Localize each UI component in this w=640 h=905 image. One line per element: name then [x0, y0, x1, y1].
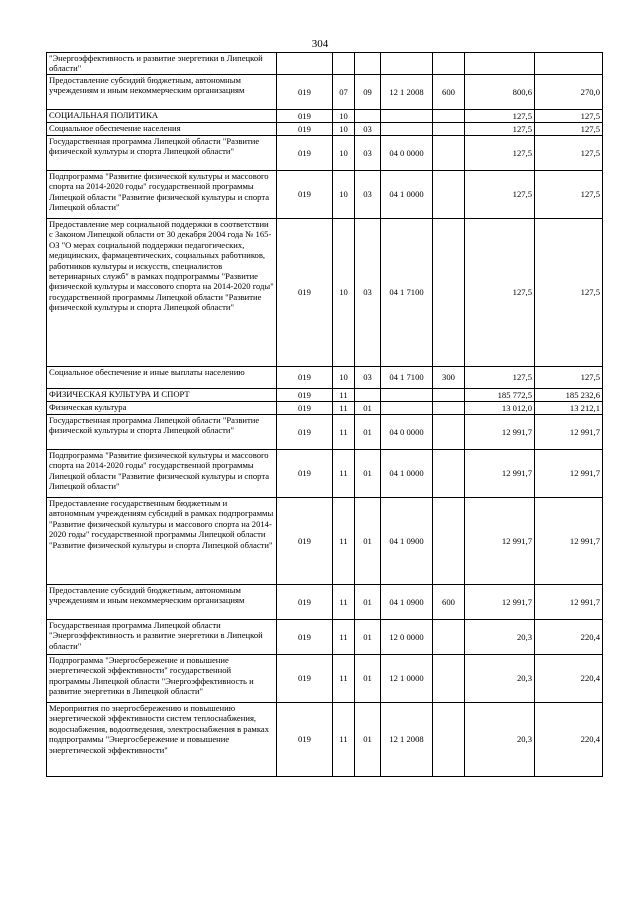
vedomstvo-code [277, 53, 333, 75]
podrazdel-code: 01 [355, 585, 381, 620]
razdel-code: 11 [333, 703, 355, 777]
amount-year-2: 127,5 [535, 123, 603, 136]
expense-type-code [433, 703, 465, 777]
amount-year-2: 127,5 [535, 136, 603, 171]
amount-year-2: 13 212,1 [535, 402, 603, 415]
amount-year-2: 12 991,7 [535, 415, 603, 450]
amount-year-1: 127,5 [465, 219, 535, 367]
podrazdel-code: 01 [355, 415, 381, 450]
amount-year-1: 127,5 [465, 171, 535, 219]
razdel-code: 11 [333, 415, 355, 450]
target-article-code: 04 1 0000 [381, 450, 433, 498]
podrazdel-code: 01 [355, 498, 381, 585]
vedomstvo-code: 019 [277, 367, 333, 389]
vedomstvo-code: 019 [277, 219, 333, 367]
table-row [47, 585, 603, 620]
amount-year-2: 220,4 [535, 620, 603, 655]
row-description: Предоставление государственным бюджетным и автономным учреждениям субсидий в рамках подпрограммы "Развитие физической культуры и массового спорта на 2014-2020 годы" государственной программы Липецкой области "Развитие физической культуры и спорта Липецкой области" [47, 498, 277, 585]
target-article-code: 04 0 0000 [381, 136, 433, 171]
row-description: Предоставление субсидий бюджетным, автономным учреждениям и иным некоммерческим организациям [47, 585, 277, 620]
razdel-code: 11 [333, 389, 355, 402]
expense-type-code [433, 53, 465, 75]
podrazdel-code: 01 [355, 450, 381, 498]
amount-year-2: 12 991,7 [535, 585, 603, 620]
amount-year-1: 20,3 [465, 655, 535, 703]
vedomstvo-code: 019 [277, 110, 333, 123]
target-article-code [381, 402, 433, 415]
podrazdel-code: 03 [355, 171, 381, 219]
vedomstvo-code: 019 [277, 171, 333, 219]
podrazdel-code: 03 [355, 367, 381, 389]
amount-year-1: 185 772,5 [465, 389, 535, 402]
expense-type-code [433, 219, 465, 367]
podrazdel-code [355, 110, 381, 123]
amount-year-2: 12 991,7 [535, 450, 603, 498]
table-row [47, 75, 603, 110]
podrazdel-code: 03 [355, 136, 381, 171]
podrazdel-code: 03 [355, 219, 381, 367]
row-description: ФИЗИЧЕСКАЯ КУЛЬТУРА И СПОРТ [47, 389, 277, 402]
razdel-code: 10 [333, 136, 355, 171]
target-article-code: 04 1 0000 [381, 171, 433, 219]
podrazdel-code: 01 [355, 703, 381, 777]
row-description: Государственная программа Липецкой области "Энергоэффективность и развитие энергетики в Липецкой области" [47, 620, 277, 655]
vedomstvo-code: 019 [277, 655, 333, 703]
vedomstvo-code: 019 [277, 389, 333, 402]
amount-year-1: 20,3 [465, 703, 535, 777]
expense-type-code [433, 415, 465, 450]
table-row [47, 123, 603, 136]
razdel-code: 10 [333, 219, 355, 367]
target-article-code: 04 0 0000 [381, 415, 433, 450]
row-description: Подпрограмма "Развитие физической культуры и массового спорта на 2014-2020 годы" государственной программы Липецкой области "Развитие физической культуры и спорта Липецкой области" [47, 450, 277, 498]
amount-year-1: 20,3 [465, 620, 535, 655]
table-row [47, 219, 603, 367]
expense-type-code: 600 [433, 585, 465, 620]
table-row [47, 367, 603, 389]
podrazdel-code [355, 389, 381, 402]
row-description: Государственная программа Липецкой области "Развитие физической культуры и спорта Липецкой области" [47, 136, 277, 171]
expense-type-code [433, 655, 465, 703]
target-article-code [381, 110, 433, 123]
expense-type-code [433, 498, 465, 585]
vedomstvo-code: 019 [277, 585, 333, 620]
target-article-code: 04 1 7100 [381, 367, 433, 389]
vedomstvo-code: 019 [277, 450, 333, 498]
table-row [47, 415, 603, 450]
amount-year-2 [535, 53, 603, 75]
amount-year-2: 12 991,7 [535, 498, 603, 585]
expense-type-code: 600 [433, 75, 465, 110]
razdel-code: 10 [333, 123, 355, 136]
row-description: Социальное обеспечение населения [47, 123, 277, 136]
razdel-code: 11 [333, 450, 355, 498]
row-description: Предоставление мер социальной поддержки в соответствии с Законом Липецкой области от 30 декабря 2004 года № 165-ОЗ "О мерах социальной поддержки педагогических, медицинских, фармацевтических, социальных работников, работников культуры и искусств, специалистов ветеринарных служб" в рамках подпрограммы "Развитие физической культуры и массового спорта на 2014-2020 годы" государственной программы Липецкой области "Развитие физической культуры и спорта Липецкой области" [47, 219, 277, 367]
razdel-code: 11 [333, 655, 355, 703]
table-row [47, 703, 603, 777]
razdel-code: 10 [333, 171, 355, 219]
expense-type-code [433, 136, 465, 171]
amount-year-2: 127,5 [535, 219, 603, 367]
row-description: Предоставление субсидий бюджетным, автономным учреждениям и иным некоммерческим организациям [47, 75, 277, 110]
podrazdel-code: 01 [355, 620, 381, 655]
amount-year-2: 270,0 [535, 75, 603, 110]
expense-type-code [433, 402, 465, 415]
budget-table [46, 52, 603, 777]
table-row [47, 655, 603, 703]
table-row [47, 171, 603, 219]
table-row [47, 450, 603, 498]
expense-type-code [433, 389, 465, 402]
razdel-code: 11 [333, 402, 355, 415]
row-description: Физическая культура [47, 402, 277, 415]
expense-type-code [433, 171, 465, 219]
vedomstvo-code: 019 [277, 620, 333, 655]
vedomstvo-code: 019 [277, 402, 333, 415]
page-number: 304 [311, 38, 329, 50]
razdel-code: 11 [333, 620, 355, 655]
podrazdel-code: 01 [355, 402, 381, 415]
row-description: Подпрограмма "Развитие физической культуры и массового спорта на 2014-2020 годы" государственной программы Липецкой области "Развитие физической культуры и спорта Липецкой области" [47, 171, 277, 219]
amount-year-1: 127,5 [465, 136, 535, 171]
vedomstvo-code: 019 [277, 136, 333, 171]
amount-year-1: 12 991,7 [465, 415, 535, 450]
target-article-code [381, 123, 433, 136]
amount-year-1: 12 991,7 [465, 585, 535, 620]
amount-year-1: 12 991,7 [465, 498, 535, 585]
vedomstvo-code: 019 [277, 703, 333, 777]
razdel-code [333, 53, 355, 75]
vedomstvo-code: 019 [277, 123, 333, 136]
amount-year-1: 800,6 [465, 75, 535, 110]
expense-type-code: 300 [433, 367, 465, 389]
target-article-code: 04 1 7100 [381, 219, 433, 367]
row-description: Социальное обеспечение и иные выплаты населению [47, 367, 277, 389]
razdel-code: 07 [333, 75, 355, 110]
row-description: Государственная программа Липецкой области "Развитие физической культуры и спорта Липецкой области" [47, 415, 277, 450]
table-row [47, 498, 603, 585]
amount-year-2: 220,4 [535, 655, 603, 703]
row-description: "Энергоэффективность и развитие энергетики в Липецкой области" [47, 53, 277, 75]
vedomstvo-code: 019 [277, 415, 333, 450]
row-description: СОЦИАЛЬНАЯ ПОЛИТИКА [47, 110, 277, 123]
vedomstvo-code: 019 [277, 75, 333, 110]
table-row [47, 53, 603, 75]
razdel-code: 11 [333, 498, 355, 585]
razdel-code: 10 [333, 110, 355, 123]
amount-year-2: 185 232,6 [535, 389, 603, 402]
amount-year-1: 127,5 [465, 110, 535, 123]
amount-year-2: 127,5 [535, 367, 603, 389]
row-description: Мероприятия по энергосбережению и повышению энергетической эффективности систем теплоснабжения, водоснабжения, водоотведения, электроснабжения в рамках подпрограммы "Энергосбережение и повышение энергетической эффективности" [47, 703, 277, 777]
amount-year-1: 12 991,7 [465, 450, 535, 498]
target-article-code [381, 389, 433, 402]
row-description: Подпрограмма "Энергосбережение и повышение энергетической эффективности" государственной программы Липецкой области "Энергоэффективность и развитие энергетики в Липецкой области" [47, 655, 277, 703]
target-article-code: 12 1 2008 [381, 75, 433, 110]
target-article-code: 12 1 2008 [381, 703, 433, 777]
podrazdel-code: 01 [355, 655, 381, 703]
target-article-code: 04 1 0900 [381, 498, 433, 585]
table-row [47, 402, 603, 415]
amount-year-2: 127,5 [535, 110, 603, 123]
expense-type-code [433, 110, 465, 123]
expense-type-code [433, 123, 465, 136]
expense-type-code [433, 620, 465, 655]
amount-year-1 [465, 53, 535, 75]
table-row [47, 620, 603, 655]
table-row [47, 110, 603, 123]
amount-year-2: 127,5 [535, 171, 603, 219]
expense-type-code [433, 450, 465, 498]
target-article-code: 12 0 0000 [381, 620, 433, 655]
amount-year-2: 220,4 [535, 703, 603, 777]
amount-year-1: 127,5 [465, 367, 535, 389]
razdel-code: 11 [333, 585, 355, 620]
table-row [47, 136, 603, 171]
razdel-code: 10 [333, 367, 355, 389]
vedomstvo-code: 019 [277, 498, 333, 585]
amount-year-1: 127,5 [465, 123, 535, 136]
podrazdel-code [355, 53, 381, 75]
podrazdel-code: 09 [355, 75, 381, 110]
target-article-code: 12 1 0000 [381, 655, 433, 703]
target-article-code [381, 53, 433, 75]
target-article-code: 04 1 0900 [381, 585, 433, 620]
podrazdel-code: 03 [355, 123, 381, 136]
amount-year-1: 13 012,0 [465, 402, 535, 415]
table-row [47, 389, 603, 402]
